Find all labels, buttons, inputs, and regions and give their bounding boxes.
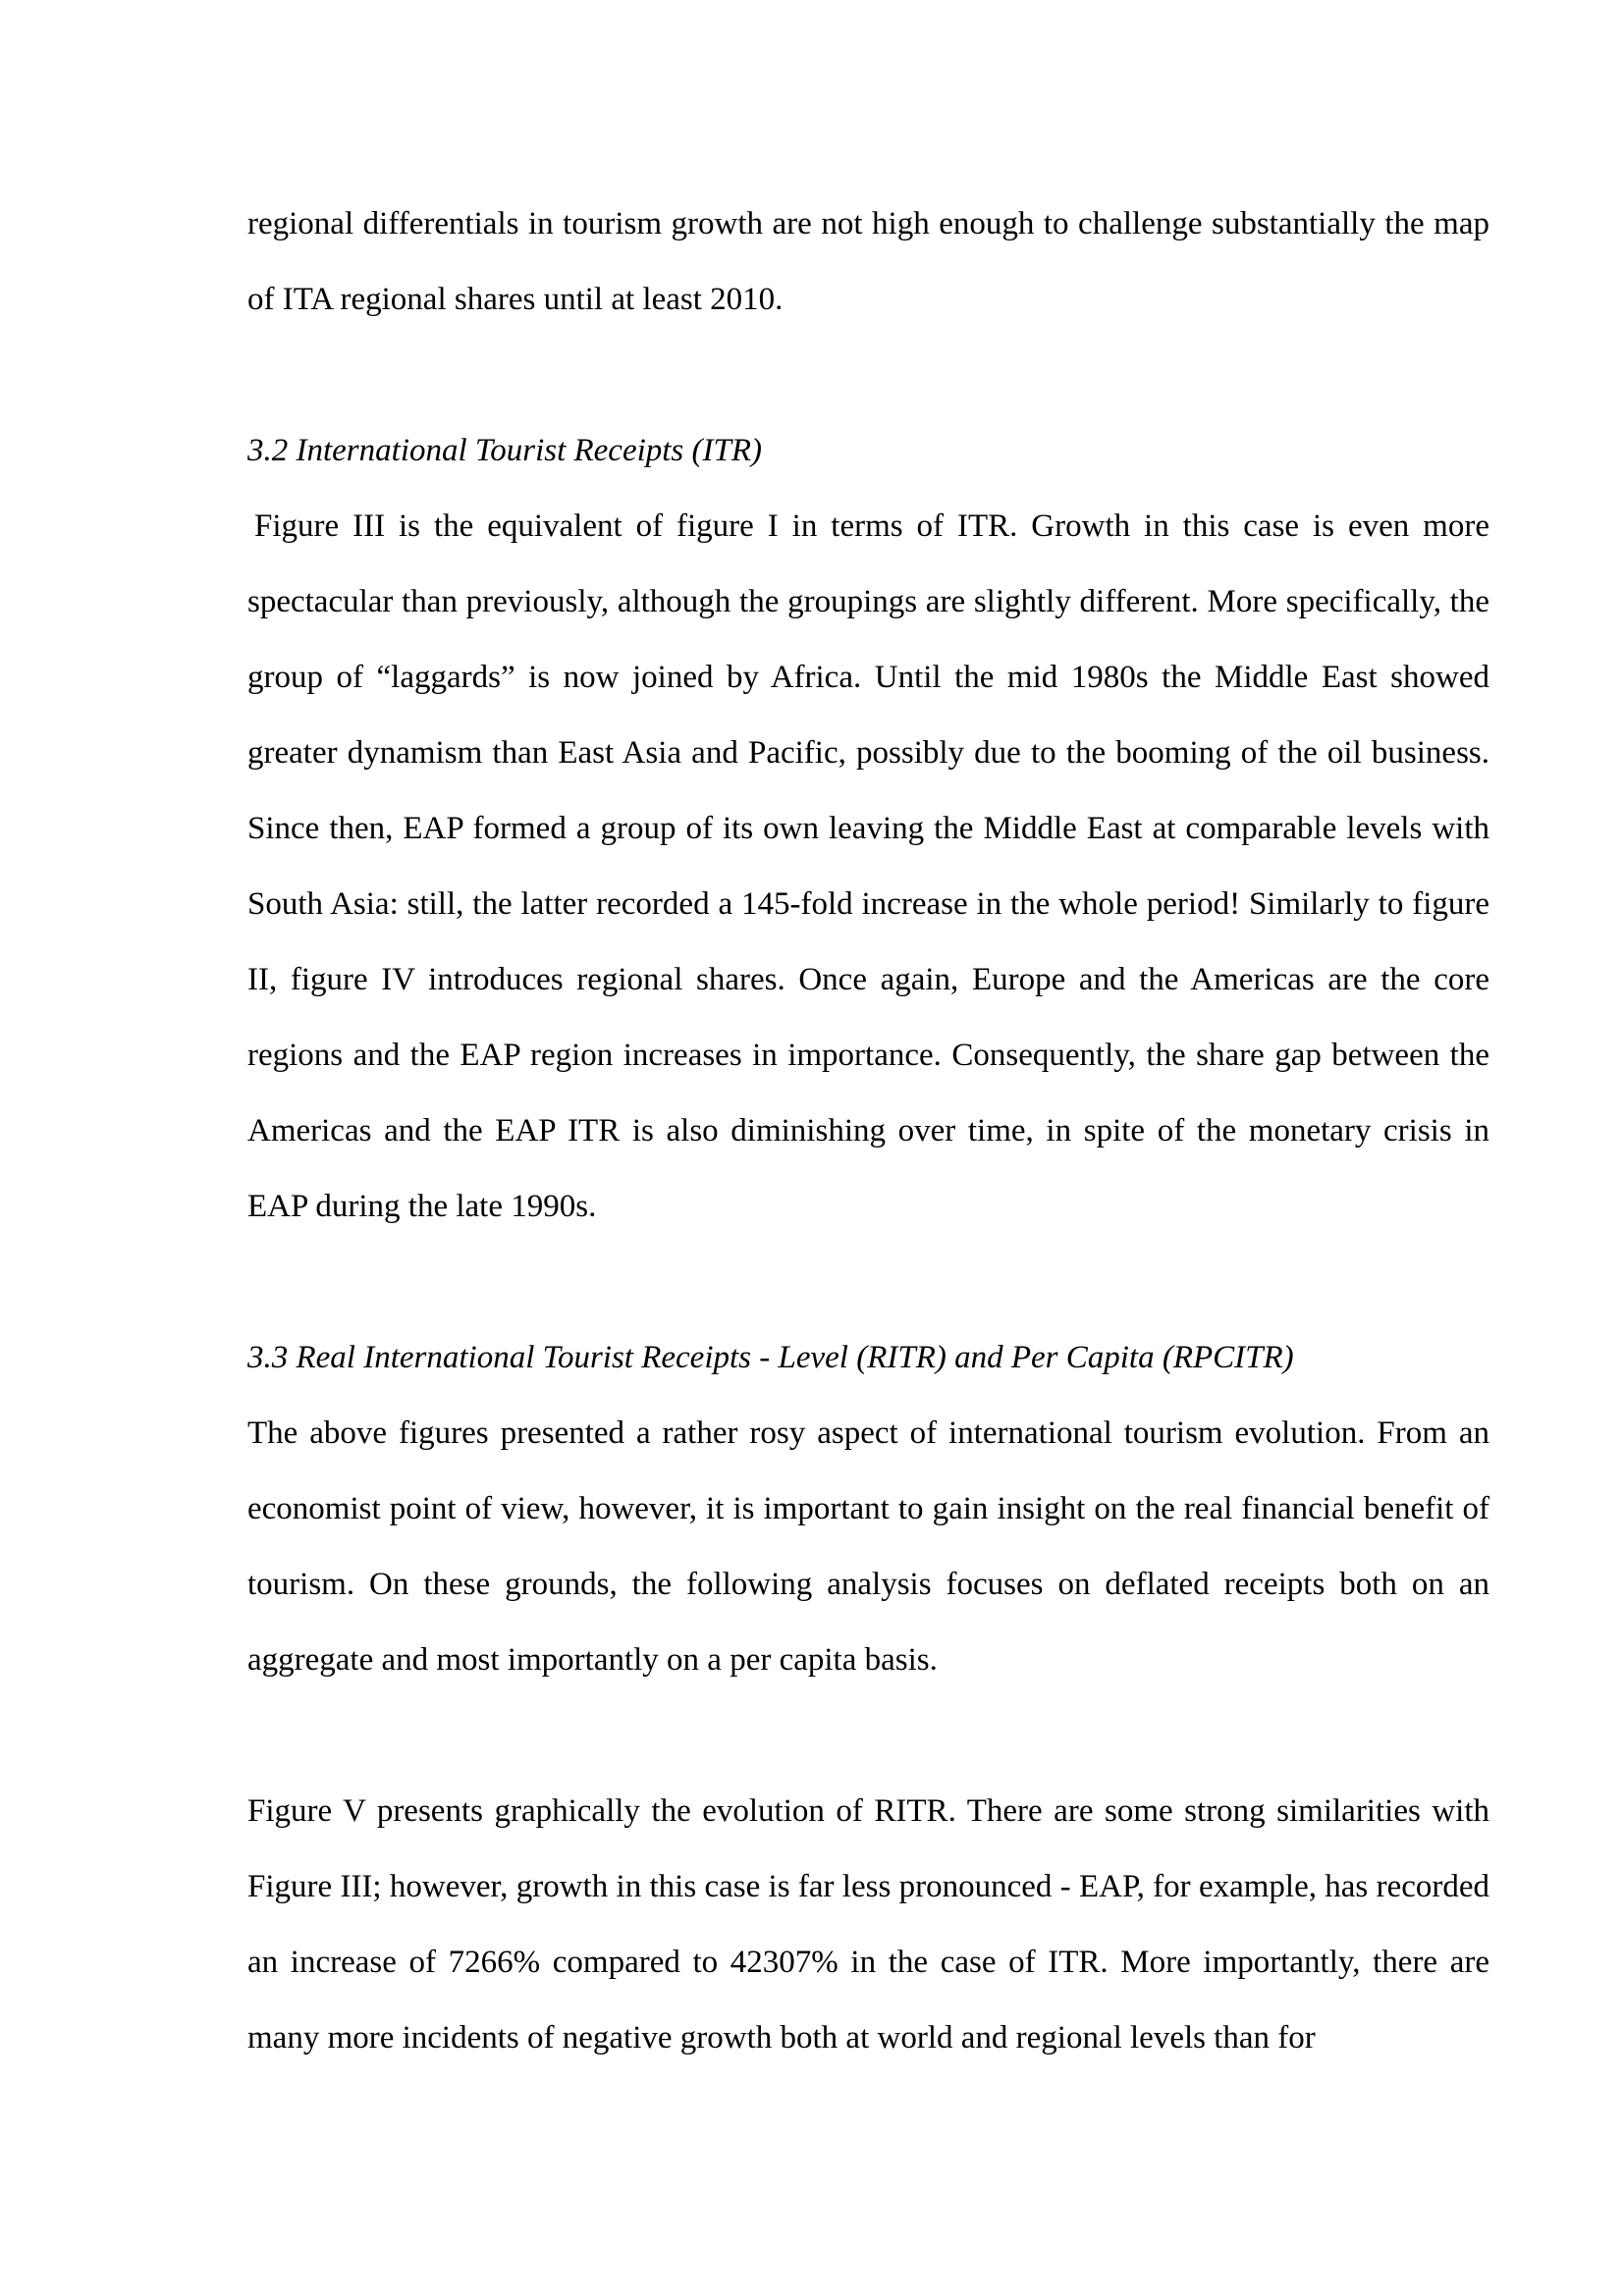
section-heading-3-3: 3.3 Real International Tourist Receipts - Level (RITR) and Per Capita (RPCITR) <box>247 1340 1294 1375</box>
paragraph-ritr-figure-v: Figure V presents graphically the evolution of RITR. There are some strong similarities with Figure III; however, growth in this case is far less pronounced - EAP, for example, has recorded an increase of 7266% compared to 42307% in the case of ITR. More importantly, there are many more incidents of negative growth both at world and regional levels than for <box>247 1793 1489 2056</box>
paragraph-ritr-intro: The above figures presented a rather rosy aspect of international tourism evolution. From an economist point of view, however, it is important to gain insight on the real financial benefit of tourism. On these grounds, the following analysis focuses on deflated receipts both on an aggregate and most importantly on a per capita basis. <box>247 1415 1489 1678</box>
paragraph-spacer <box>247 338 1489 413</box>
paragraph-spacer <box>247 1698 1489 1774</box>
paragraph-itr: Figure III is the equivalent of figure I in terms of ITR. Growth in this case is even more spectacular than previously, although the groupings are slightly different. More specifically, the group of “laggards” is now joined by Africa. Until the mid 1980s the Middle East showed greater dynamism than East Asia and Pacific, possibly due to the booming of the oil business. Since then, EAP formed a group of its own leaving the Middle East at comparable levels with South Asia: still, the latter recorded a 145-fold increase in the whole period! Similarly to figure II, figure IV introduces regional shares. Once again, Europe and the Americas are the core regions and the EAP region increases in importance. Consequently, the share gap between the Americas and the EAP ITR is also diminishing over time, in spite of the monetary crisis in EAP during the late 1990s. <box>247 508 1489 1224</box>
paragraph-spacer <box>247 1245 1489 1320</box>
section-heading-3-2: 3.2 International Tourist Receipts (ITR) <box>247 433 763 468</box>
page-body <box>247 187 1489 2076</box>
paragraph-continuation: regional differentials in tourism growth are not high enough to challenge substantially the map of ITA regional shares until at least 2010. <box>247 206 1489 317</box>
